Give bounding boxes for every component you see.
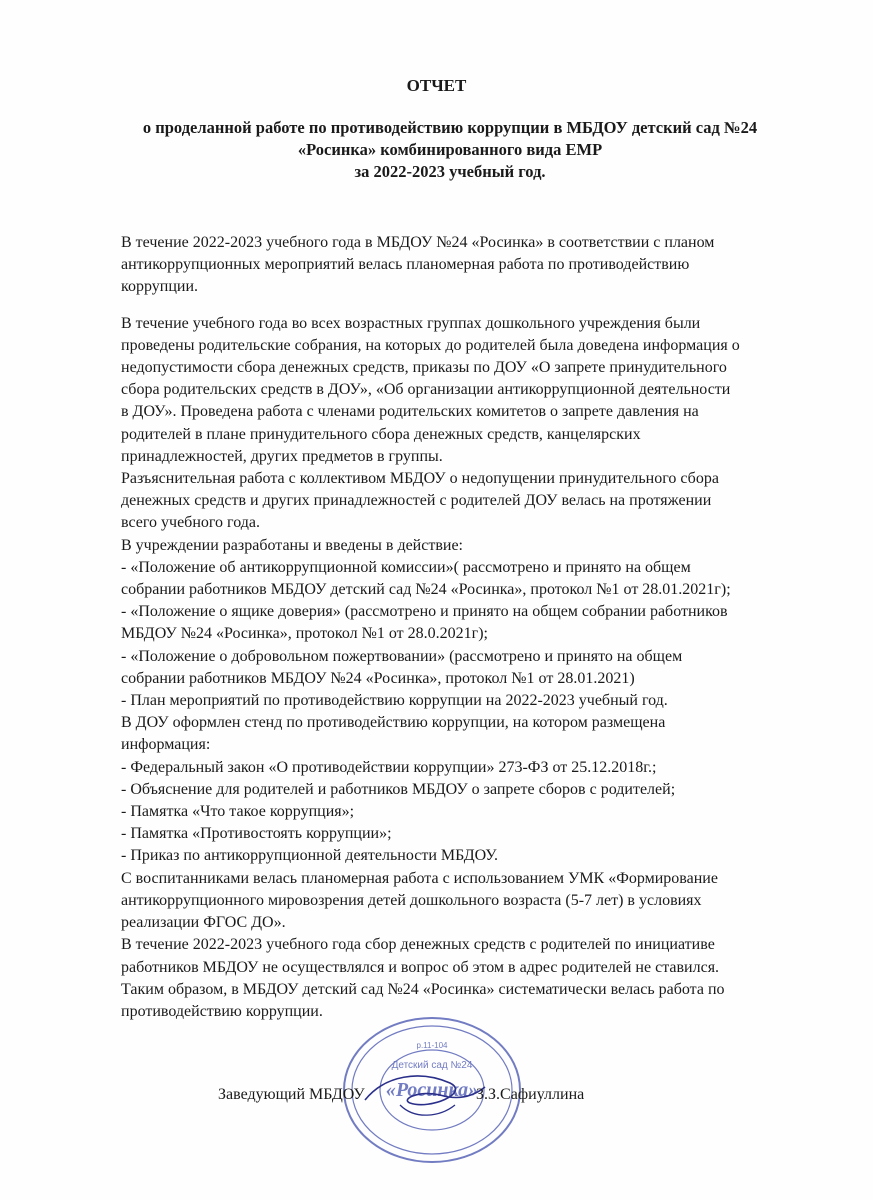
text-line: недопустимости сбора денежных средств, приказы по ДОУ «О запрете принудительного	[121, 359, 727, 377]
text-line: - «Положение о добровольном пожертвовании» (рассмотрено и принято на общем	[121, 647, 683, 665]
text-line: денежных средств и других принадлежностей с родителей ДОУ велась на протяжении	[121, 492, 712, 510]
text-line: - План мероприятий по противодействию коррупции на 2022-2023 учебный год.	[121, 692, 668, 710]
text-line: - «Положение об антикоррупционной комиссии»( рассмотрено и принято на общем	[121, 558, 691, 576]
document-subtitle	[60, 117, 840, 183]
subtitle-line: «Росинка» комбинированного вида ЕМР	[297, 140, 603, 159]
text-line: антикоррупционных мероприятий велась планомерная работа по противодействию	[121, 256, 690, 274]
text-line: В учреждении разработаны и введены в действие:	[121, 536, 463, 554]
text-line: родителей в плане принудительного сбора денежных средств, канцелярских	[121, 425, 641, 443]
text-line: противодействию коррупции.	[121, 1002, 323, 1020]
signature-position: Заведующий МБДОУ	[218, 1086, 365, 1103]
text-line: реализации ФГОС ДО».	[121, 914, 286, 932]
text-line: Разъяснительная работа с коллективом МБДОУ о недопущении принудительного сбора	[121, 470, 719, 488]
text-line: всего учебного года.	[121, 514, 260, 532]
text-line: собрании работников МБДОУ детский сад №24 «Росинка», протокол №1 от 28.01.2021г);	[121, 581, 731, 599]
text-line: в ДОУ». Проведена работа с членами родительских комитетов о запрете давления на	[121, 403, 699, 421]
text-line: сбора родительских средств в ДОУ», «Об организации антикоррупционной деятельности	[121, 381, 731, 399]
signature-name: З.З.Сафиуллина	[476, 1086, 585, 1103]
text-line: В течение 2022-2023 учебного года сбор денежных средств с родителей по инициативе	[121, 936, 715, 954]
text-line: коррупции.	[121, 278, 198, 296]
text-line: В течение учебного года во всех возрастных группах дошкольного учреждения были	[121, 314, 701, 332]
text-line: - Памятка «Противостоять коррупции»;	[121, 825, 392, 843]
signature-line	[218, 1086, 678, 1108]
text-line: - Приказ по антикоррупционной деятельности МБДОУ.	[121, 847, 498, 865]
text-line: В течение 2022-2023 учебного года в МБДОУ №24 «Росинка» в соответствии с планом	[121, 234, 715, 251]
stamp-center-text: «Росинка»	[385, 1079, 479, 1101]
text-line: проведены родительские собрания, на которых до родителей была доведена информация о	[121, 336, 740, 354]
paragraph-main	[121, 313, 821, 1024]
text-line: собрании работников МБДОУ №24 «Росинка», протокол №1 от 28.01.2021)	[121, 669, 635, 687]
report-body	[121, 232, 821, 1023]
text-line: антикоррупционного мировозрения детей дошкольного возраста (5-7 лет) в условиях	[121, 891, 702, 909]
text-line: МБДОУ №24 «Росинка», протокол №1 от 28.0.2021г);	[121, 625, 488, 643]
subtitle-line: за 2022-2023 учебный год.	[354, 162, 546, 181]
text-line: - «Положение о ящике доверия» (рассмотрено и принято на общем собрании работников	[121, 603, 728, 621]
text-line: - Памятка «Что такое коррупция»;	[121, 803, 355, 821]
stamp-line1: Детский сад №24	[391, 1060, 473, 1071]
stamp-line2: р.11-104	[416, 1041, 448, 1050]
paragraph-intro	[121, 232, 821, 299]
document-title: ОТЧЕТ	[406, 76, 467, 95]
text-line: - Объяснение для родителей и работников МБДОУ о запрете сборов с родителей;	[121, 780, 676, 798]
text-line: информация:	[121, 736, 211, 754]
text-line: - Федеральный закон «О противодействии коррупции» 273-ФЗ от 25.12.2018г.;	[121, 758, 657, 776]
text-line: Таким образом, в МБДОУ детский сад №24 «Росинка» систематически велась работа по	[121, 980, 725, 998]
text-line: работников МБДОУ не осуществлялся и вопрос об этом в адрес родителей не ставился.	[121, 958, 720, 976]
text-line: В ДОУ оформлен стенд по противодействию коррупции, на котором размещена	[121, 714, 666, 732]
text-line: принадлежностей, других предметов в группы.	[121, 447, 443, 465]
subtitle-line: о проделанной работе по противодействию коррупции в МБДОУ детский сад №24	[142, 118, 758, 137]
text-line: С воспитанниками велась планомерная работа с использованием УМК «Формирование	[121, 869, 718, 887]
